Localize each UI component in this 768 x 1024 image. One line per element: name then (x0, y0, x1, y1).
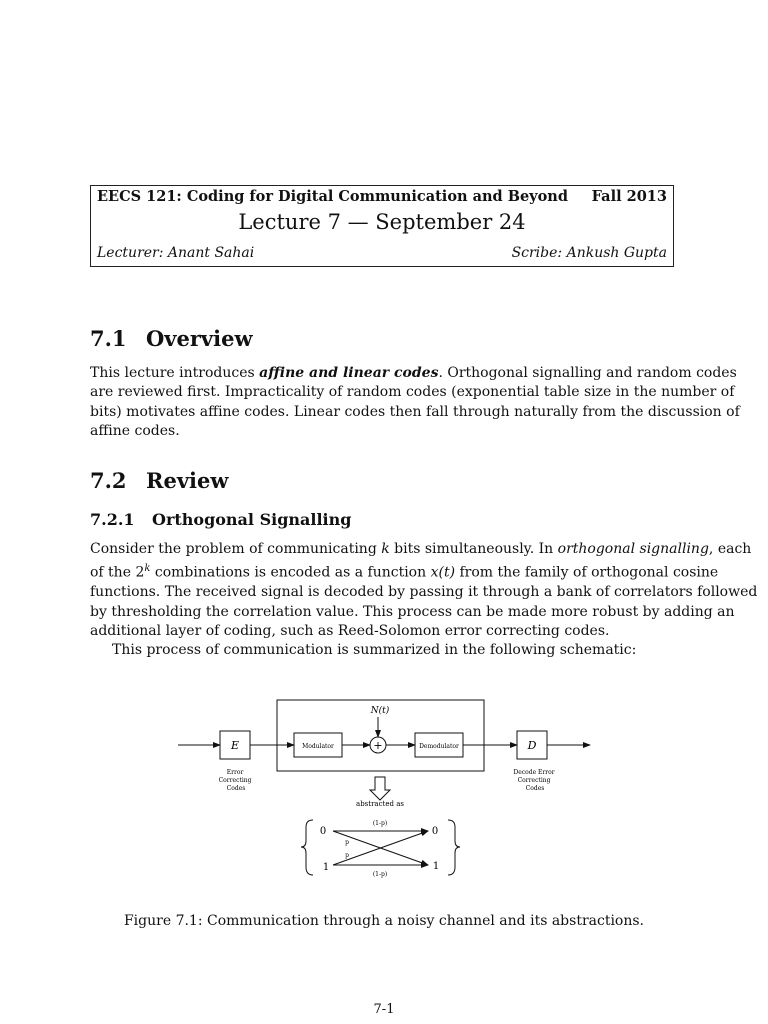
overview-paragraph (90, 364, 740, 441)
bsc-cross-label-2: p (345, 852, 349, 859)
paragraph-line: are reviewed first. Impracticality of random codes (exponential table size in the number of (90, 384, 735, 401)
demodulator-label: Demodulator (419, 743, 459, 750)
bsc-input-1: 1 (322, 862, 330, 873)
emphasis-orthogonal-signalling: orthogonal signalling (557, 541, 709, 557)
subsection-number: 7.2.1 (90, 510, 135, 529)
section-heading-overview (90, 326, 253, 351)
encoder-caption: Error Correcting Codes (218, 769, 252, 792)
paragraph-line: bits) motivates affine codes. Linear codes then fall through naturally from the discussion of (90, 403, 740, 420)
subsection-heading-orthogonal (90, 510, 351, 529)
bsc-bottom-label: (1-p) (372, 871, 388, 878)
encoder-symbol: E (230, 739, 240, 752)
orthogonal-paragraph (90, 540, 758, 660)
decoder-caption: Decode Error Correcting Codes (513, 769, 555, 792)
decoder-symbol: D (527, 739, 537, 752)
course-title: EECS 121: Coding for Digital Communication and Beyond (97, 188, 568, 205)
lecturer-label: Lecturer: Anant Sahai (97, 245, 255, 261)
section-title: Review (146, 468, 229, 493)
term-label: Fall 2013 (591, 188, 667, 205)
noise-label: N(t) (370, 706, 390, 716)
section-number: 7.1 (90, 326, 127, 351)
paragraph-line: functions. The received signal is decoded by passing it through a bank of correlators followed (90, 584, 758, 601)
channel-schematic-figure (170, 695, 600, 885)
bsc-output-0: 0 (431, 826, 439, 837)
bsc-output-1: 1 (432, 861, 440, 872)
emphasis-affine-linear: affine and linear codes (259, 365, 439, 381)
figure-caption: Figure 7.1: Communication through a noisy channel and its abstractions. (123, 913, 645, 929)
abstracted-label: abstracted as (356, 800, 404, 808)
paragraph-line: by thresholding the correlation value. This process can be made more robust by adding an (90, 603, 735, 620)
paragraph-line: This process of communication is summarized in the following schematic: (112, 642, 637, 659)
lecture-title: Lecture 7 — September 24 (238, 210, 526, 234)
section-heading-review (90, 468, 228, 493)
left-brace (301, 820, 313, 875)
scribe-label: Scribe: Ankush Gupta (511, 245, 667, 261)
page-number: 7-1 (373, 1002, 395, 1017)
section-number: 7.2 (90, 468, 127, 493)
right-brace (448, 820, 460, 875)
adder-symbol: + (373, 739, 383, 752)
bsc-top-label: (1-p) (372, 820, 388, 827)
bsc-cross-label-1: p (345, 839, 349, 846)
section-title: Overview (146, 326, 253, 351)
bsc-input-0: 0 (319, 826, 327, 837)
paragraph-line: additional layer of coding, such as Reed-Solomon error correcting codes. (90, 622, 610, 639)
paragraph-line: Consider the problem of communicating k bits simultaneously. In orthogonal signalling, each (90, 541, 752, 557)
paragraph-line: affine codes. (90, 422, 180, 439)
paragraph-line: This lecture introduces affine and linear codes. Orthogonal signalling and random codes (90, 365, 737, 381)
abstracted-arrow (370, 777, 390, 800)
lecture-header-box (90, 185, 674, 267)
paragraph-line: of the 2$^k$ combinations is encoded as a function x(t) from the family of orthogonal cosine (90, 563, 719, 581)
subsection-title: Orthogonal Signalling (152, 510, 352, 529)
modulator-label: Modulator (302, 743, 334, 750)
